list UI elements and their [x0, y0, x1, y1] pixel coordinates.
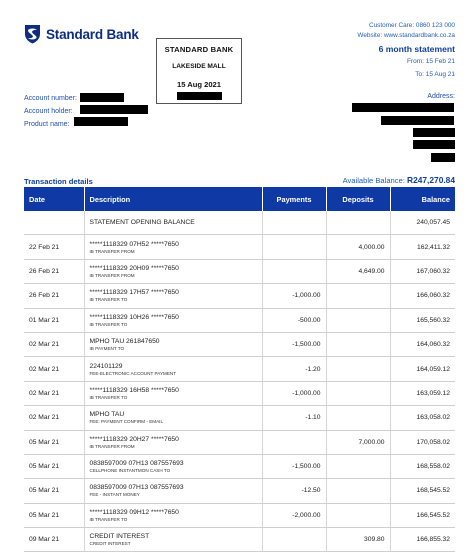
transactions-table: [24, 187, 455, 552]
description-type: IB TRANSFER TO: [89, 394, 128, 400]
cell-description: [84, 430, 262, 454]
cell-description: [84, 503, 262, 527]
cell-balance: 163,058.02: [390, 406, 455, 430]
website: Website: www.standardbank.co.za: [357, 32, 455, 39]
statement-range: [407, 56, 455, 81]
cell-date: 05 Mar 21: [24, 503, 84, 527]
description-main: 224101129: [89, 362, 123, 370]
cell-payment: -2,000.00: [262, 503, 326, 527]
statement-title: 6 month statement: [378, 44, 455, 54]
cell-date: 01 Mar 21: [24, 308, 84, 332]
cell-deposit: [326, 211, 390, 235]
address-redaction-4: [413, 140, 455, 149]
available-balance-value: R247,270.84: [407, 175, 455, 185]
table-row: [24, 308, 455, 332]
product-name-redaction: [74, 117, 128, 126]
table-row: [24, 332, 455, 356]
address-redaction-2: [381, 116, 454, 125]
statement-from: From: 15 Feb 21: [406, 58, 455, 65]
cell-payment: -1.20: [262, 357, 326, 381]
description-type: CREDIT INTEREST: [89, 541, 131, 547]
cell-balance: 164,059.12: [390, 357, 455, 381]
col-balance-header: Balance: [390, 187, 455, 211]
description-type: IB TRANSFER FROM: [89, 443, 135, 449]
cell-payment: [262, 430, 326, 454]
cell-description: [84, 479, 262, 503]
account-holder-redaction: [80, 105, 148, 114]
cell-date: 22 Feb 21: [24, 235, 84, 259]
cell-deposit: [326, 454, 390, 478]
cell-deposit: [326, 406, 390, 430]
address-redaction-1: [352, 103, 454, 112]
cell-description: [84, 381, 262, 405]
cell-balance: 164,060.32: [390, 332, 455, 356]
description-main: *****1118329 07H52 *****7650: [89, 240, 179, 248]
account-number-redaction: [80, 93, 124, 102]
cell-balance: 170,058.02: [390, 430, 455, 454]
cell-balance: 165,560.32: [390, 308, 455, 332]
customer-care: Customer Care: 0860 123 000: [369, 22, 455, 29]
cell-date: 05 Mar 21: [24, 430, 84, 454]
cell-deposit: [326, 381, 390, 405]
account-details: [24, 93, 77, 131]
cell-description: [84, 284, 262, 308]
description-type: IB PAYMENT TO: [89, 346, 125, 352]
cell-date: 05 Mar 21: [24, 479, 84, 503]
description-main: CREDIT INTEREST: [89, 533, 150, 541]
description-type: FEE-ELECTRONIC ACCOUNT PAYMENT: [89, 370, 177, 376]
cell-deposit: 309.80: [326, 528, 390, 552]
cell-payment: -500.00: [262, 308, 326, 332]
table-row: [24, 259, 455, 283]
cell-date: 02 Mar 21: [24, 357, 84, 381]
cell-payment: -1,500.00: [262, 454, 326, 478]
description-main: *****1118329 09H12 *****7650: [89, 508, 179, 516]
cell-balance: 166,545.52: [390, 503, 455, 527]
address-label: Address:: [427, 93, 455, 100]
cell-payment: -1,000.00: [262, 381, 326, 405]
table-row: [24, 284, 455, 308]
description-main: *****1118329 20H27 *****7650: [89, 435, 179, 443]
table-row: [24, 479, 455, 503]
branch-stamp: [156, 38, 242, 104]
description-main: MPHO TAU: [89, 411, 125, 419]
cell-description: [84, 308, 262, 332]
cell-deposit: 7,000.00: [326, 430, 390, 454]
cell-description: [84, 357, 262, 381]
cell-deposit: 4,649.00: [326, 259, 390, 283]
col-payments-header: Payments: [262, 187, 326, 211]
address-redaction-5: [431, 153, 455, 162]
description-type: FEE: PAYMENT CONFIRM - EMAIL: [89, 419, 164, 425]
description-type: IB TRANSFER TO: [89, 516, 128, 522]
account-number-label: Account number:: [24, 95, 77, 102]
cell-deposit: 4,000.00: [326, 235, 390, 259]
cell-balance: 163,059.12: [390, 381, 455, 405]
table-row: [24, 454, 455, 478]
cell-description: [84, 211, 262, 235]
shield-logo-icon: [24, 24, 41, 44]
description-main: *****1118329 20H09 *****7650: [89, 264, 179, 272]
description-main: *****1118329 16H58 *****7650: [89, 386, 179, 394]
cell-date: 02 Mar 21: [24, 381, 84, 405]
address-redaction-3: [413, 128, 455, 137]
description-type: IB TRANSFER FROM: [89, 248, 135, 254]
cell-description: [84, 235, 262, 259]
table-row: [24, 235, 455, 259]
cell-date: 02 Mar 21: [24, 332, 84, 356]
cell-payment: [262, 211, 326, 235]
transaction-details-title: Transaction details: [24, 177, 93, 186]
cell-deposit: [326, 332, 390, 356]
available-balance: [343, 175, 455, 185]
statement-to: To: 15 Aug 21: [415, 70, 455, 78]
account-holder-label: Account holder:: [24, 107, 73, 115]
description-type: IB TRANSFER FROM: [89, 272, 135, 278]
cell-deposit: [326, 308, 390, 332]
col-deposits-header: Deposits: [326, 187, 390, 211]
description-type: FEE - INSTANT MONEY: [89, 492, 140, 498]
cell-deposit: [326, 503, 390, 527]
col-date-header: Date: [24, 187, 84, 211]
contact-info: [357, 21, 455, 41]
cell-description: [84, 259, 262, 283]
cell-payment: -1.10: [262, 406, 326, 430]
cell-balance: 162,411.32: [390, 235, 455, 259]
bank-logo: [24, 24, 139, 44]
table-row: [24, 211, 455, 235]
description-type: IB TRANSFER TO: [89, 321, 128, 327]
table-row: [24, 528, 455, 552]
description-main: MPHO TAU 261847650: [89, 338, 160, 346]
cell-date: 26 Feb 21: [24, 259, 84, 283]
cell-balance: 168,558.02: [390, 454, 455, 478]
cell-balance: 168,545.52: [390, 479, 455, 503]
cell-payment: [262, 235, 326, 259]
table-header-row: [24, 187, 455, 211]
cell-payment: -1,000.00: [262, 284, 326, 308]
description-type: IB TRANSFER TO: [89, 297, 128, 303]
brand-name: Standard Bank: [46, 26, 139, 42]
available-balance-label: Available Balance:: [342, 176, 405, 185]
cell-balance: 167,060.32: [390, 259, 455, 283]
description-main: *****1118329 17H57 *****7650: [89, 289, 179, 297]
stamp-date: 15 Aug 2021: [176, 80, 222, 89]
description-main: *****1118329 10H26 *****7650: [89, 313, 179, 321]
table-row: [24, 406, 455, 430]
stamp-bank: STANDARD BANK: [164, 45, 234, 54]
product-name-label: Product name:: [24, 120, 70, 128]
cell-description: [84, 406, 262, 430]
table-row: [24, 503, 455, 527]
cell-description: [84, 528, 262, 552]
table-row: [24, 357, 455, 381]
stamp-redaction: [177, 92, 222, 100]
cell-deposit: [326, 357, 390, 381]
cell-date: [24, 211, 84, 235]
cell-payment: [262, 259, 326, 283]
cell-date: 02 Mar 21: [24, 406, 84, 430]
table-row: [24, 430, 455, 454]
description-type: CELLPHONE INSTANTMON CASH TO: [89, 468, 171, 474]
cell-date: 05 Mar 21: [24, 454, 84, 478]
cell-date: 26 Feb 21: [24, 284, 84, 308]
col-description-header: Description: [84, 187, 262, 211]
cell-payment: [262, 528, 326, 552]
description-main: 0838597009 07H13 087557693: [89, 460, 184, 468]
cell-payment: -1,500.00: [262, 332, 326, 356]
cell-description: [84, 332, 262, 356]
cell-balance: 166,060.32: [390, 284, 455, 308]
description-main: STATEMENT OPENING BALANCE: [89, 219, 195, 227]
cell-date: 09 Mar 21: [24, 528, 84, 552]
stamp-branch: LAKESIDE MALL: [172, 63, 226, 70]
cell-description: [84, 454, 262, 478]
cell-deposit: [326, 479, 390, 503]
cell-balance: 166,855.32: [390, 528, 455, 552]
cell-balance: 240,057.45: [390, 211, 455, 235]
cell-payment: -12.50: [262, 479, 326, 503]
cell-deposit: [326, 284, 390, 308]
table-row: [24, 381, 455, 405]
transactions-body: [24, 211, 455, 552]
description-main: 0838597009 07H13 087557693: [89, 484, 184, 492]
